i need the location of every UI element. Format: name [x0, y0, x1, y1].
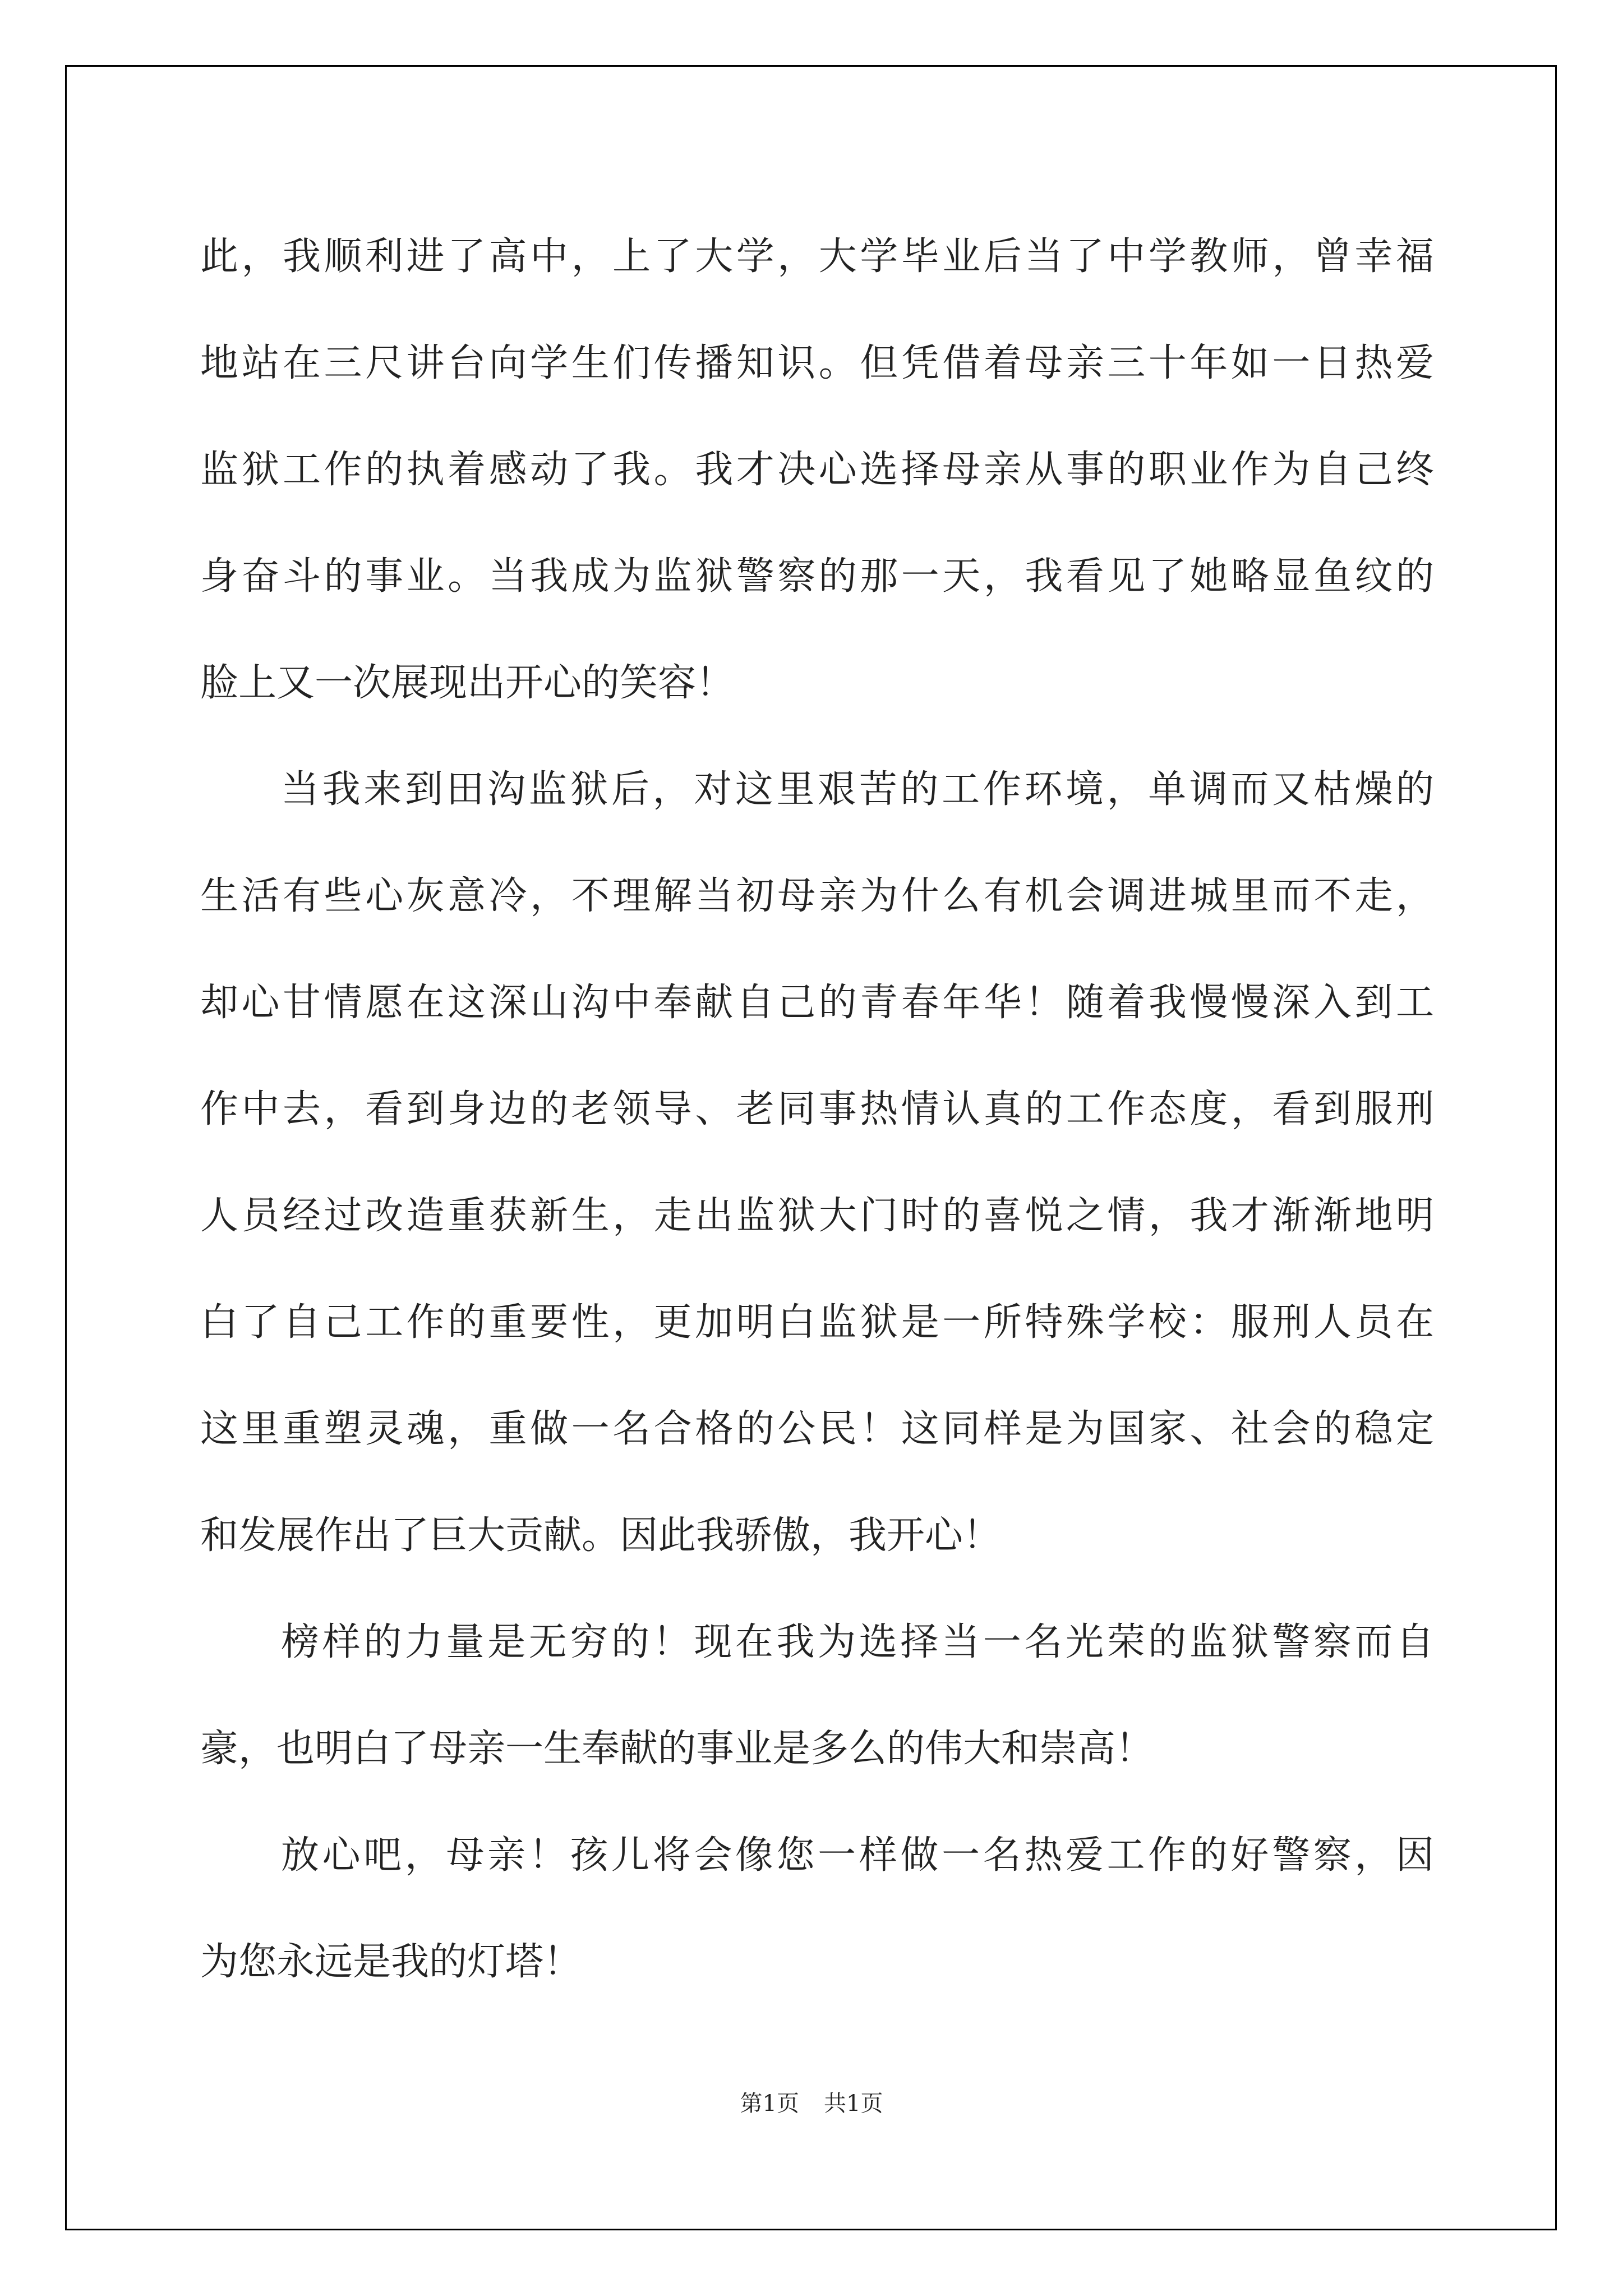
text-line: 生活有些心灰意冷，不理解当初母亲为什么有机会调进城里而不走， — [200, 874, 1434, 918]
text-line: 和发展作出了巨大贡献。因此我骄傲，我开心！ — [200, 1513, 1002, 1558]
page-number: 第1页 — [740, 2091, 799, 2116]
text-line: 放心吧，母亲！孩儿将会像您一样做一名热爱工作的好警察，因 — [281, 1833, 1434, 1878]
text-line: 当我来到田沟监狱后，对这里艰苦的工作环境，单调而又枯燥的 — [281, 767, 1434, 812]
text-line: 白了自己工作的重要性，更加明白监狱是一所特殊学校：服刑人员在 — [200, 1300, 1434, 1345]
text-line: 人员经过改造重获新生，走出监狱大门时的喜悦之情，我才渐渐地明 — [200, 1194, 1434, 1238]
text-line: 榜样的力量是无穷的！现在我为选择当一名光荣的监狱警察而自 — [281, 1620, 1434, 1664]
text-line: 豪，也明白了母亲一生奉献的事业是多么的伟大和崇高！ — [200, 1727, 1154, 1771]
page-total: 共1页 — [824, 2091, 883, 2116]
text-line: 此，我顺利进了高中，上了大学，大学毕业后当了中学教师，曾幸福 — [200, 234, 1434, 279]
text-line: 身奋斗的事业。当我成为监狱警察的那一天，我看见了她略显鱼纹的 — [200, 554, 1434, 599]
document-body — [200, 204, 1434, 2016]
text-line: 作中去，看到身边的老领导、老同事热情认真的工作态度，看到服刑 — [200, 1087, 1434, 1131]
text-line: 却心甘情愿在这深山沟中奉献自己的青春年华！随着我慢慢深入到工 — [200, 981, 1434, 1025]
text-line: 为您永远是我的灯塔！ — [200, 1940, 582, 1984]
text-line: 监狱工作的执着感动了我。我才决心选择母亲从事的职业作为自己终 — [200, 448, 1434, 492]
text-line: 地站在三尺讲台向学生们传播知识。但凭借着母亲三十年如一日热爱 — [200, 341, 1434, 385]
text-line: 脸上又一次展现出开心的笑容！ — [200, 661, 735, 705]
text-line: 这里重塑灵魂，重做一名合格的公民！这同样是为国家、社会的稳定 — [200, 1407, 1434, 1451]
page-footer — [0, 2086, 1623, 2118]
